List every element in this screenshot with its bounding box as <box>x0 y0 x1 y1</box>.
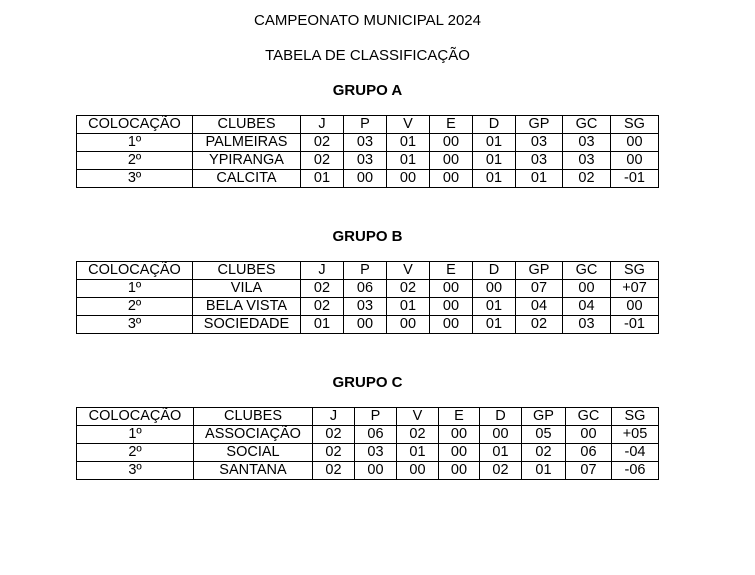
table-cell: CALCITA <box>193 170 301 188</box>
table-cell: 04 <box>516 298 563 316</box>
header-cell: P <box>355 408 397 426</box>
table-cell: -06 <box>612 462 659 480</box>
group-c-title: GRUPO C <box>332 374 403 391</box>
table-row <box>77 316 659 334</box>
table-row <box>77 298 659 316</box>
header-cell: SG <box>611 262 659 280</box>
table-row <box>77 426 659 444</box>
table-row <box>77 444 659 462</box>
group-a-title: GRUPO A <box>332 82 403 99</box>
table-cell: 02 <box>313 444 355 462</box>
header-cell: COLOCAÇÃO <box>77 116 193 134</box>
table-row <box>77 280 659 298</box>
group-c-table <box>76 407 659 480</box>
header-cell: E <box>430 116 473 134</box>
table-cell: 2º <box>77 298 193 316</box>
table-cell: 1º <box>77 426 194 444</box>
table-cell: 00 <box>344 316 387 334</box>
header-cell: COLOCAÇÃO <box>77 262 193 280</box>
table-cell: 00 <box>430 280 473 298</box>
table-cell: 02 <box>301 134 344 152</box>
header-cell: D <box>473 262 516 280</box>
table-cell: 02 <box>301 298 344 316</box>
table-cell: +07 <box>611 280 659 298</box>
table-cell: 00 <box>355 462 397 480</box>
table-cell: 1º <box>77 134 193 152</box>
header-cell: J <box>313 408 355 426</box>
table-cell: 02 <box>563 170 611 188</box>
header-cell: GP <box>516 262 563 280</box>
header-cell: V <box>387 116 430 134</box>
group-a-table <box>76 115 659 188</box>
table-cell: 03 <box>563 152 611 170</box>
header-cell: J <box>301 262 344 280</box>
table-row <box>77 134 659 152</box>
table-cell: 02 <box>397 426 439 444</box>
header-cell: GC <box>566 408 612 426</box>
header-cell: GP <box>522 408 566 426</box>
table-cell: 01 <box>473 152 516 170</box>
header-cell: SG <box>611 116 659 134</box>
table-cell: 03 <box>355 444 397 462</box>
table-cell: 00 <box>430 316 473 334</box>
table-cell: PALMEIRAS <box>193 134 301 152</box>
header-cell: D <box>480 408 522 426</box>
table-cell: 02 <box>522 444 566 462</box>
table-cell: +05 <box>612 426 659 444</box>
table-cell: 03 <box>516 134 563 152</box>
page-subtitle: TABELA DE CLASSIFICAÇÃO <box>265 47 470 64</box>
header-cell: GP <box>516 116 563 134</box>
table-cell: 1º <box>77 280 193 298</box>
table-cell: 01 <box>301 170 344 188</box>
table-cell: 2º <box>77 444 194 462</box>
table-cell: 01 <box>516 170 563 188</box>
table-cell: 00 <box>387 170 430 188</box>
table-cell: 04 <box>563 298 611 316</box>
table-cell: -01 <box>611 316 659 334</box>
table-cell: 06 <box>566 444 612 462</box>
header-cell: CLUBES <box>193 116 301 134</box>
table-cell: 03 <box>563 134 611 152</box>
table-cell: 00 <box>344 170 387 188</box>
page-title: CAMPEONATO MUNICIPAL 2024 <box>253 12 481 29</box>
table-cell: SANTANA <box>194 462 313 480</box>
table-cell: 01 <box>473 170 516 188</box>
table-cell: 00 <box>430 134 473 152</box>
table-header-row <box>77 262 659 280</box>
table-cell: 06 <box>344 280 387 298</box>
header-cell: J <box>301 116 344 134</box>
table-cell: 02 <box>301 280 344 298</box>
header-cell: CLUBES <box>193 262 301 280</box>
table-cell: 07 <box>566 462 612 480</box>
table-cell: 01 <box>522 462 566 480</box>
table-cell: 03 <box>344 152 387 170</box>
table-cell: 05 <box>522 426 566 444</box>
table-cell: 02 <box>313 426 355 444</box>
table-cell: 01 <box>387 134 430 152</box>
table-cell: 3º <box>77 170 193 188</box>
table-cell: 3º <box>77 462 194 480</box>
table-cell: 01 <box>480 444 522 462</box>
table-cell: 00 <box>480 426 522 444</box>
table-cell: 00 <box>430 152 473 170</box>
table-header-row <box>77 116 659 134</box>
table-cell: 01 <box>387 152 430 170</box>
table-cell: 03 <box>344 298 387 316</box>
table-cell: 00 <box>430 298 473 316</box>
table-row <box>77 462 659 480</box>
table-cell: 01 <box>397 444 439 462</box>
table-cell: SOCIAL <box>194 444 313 462</box>
table-cell: 02 <box>313 462 355 480</box>
table-cell: 00 <box>397 462 439 480</box>
table-cell: 00 <box>563 280 611 298</box>
header-cell: SG <box>612 408 659 426</box>
table-cell: 00 <box>611 152 659 170</box>
group-b-title: GRUPO B <box>332 228 403 245</box>
table-cell: 02 <box>387 280 430 298</box>
table-row <box>77 152 659 170</box>
table-cell: 00 <box>473 280 516 298</box>
table-cell: 02 <box>480 462 522 480</box>
header-cell: V <box>387 262 430 280</box>
table-cell: 3º <box>77 316 193 334</box>
table-cell: 00 <box>439 462 480 480</box>
header-cell: E <box>430 262 473 280</box>
table-cell: BELA VISTA <box>193 298 301 316</box>
header-cell: V <box>397 408 439 426</box>
table-header-row <box>77 408 659 426</box>
header-cell: CLUBES <box>194 408 313 426</box>
table-cell: YPIRANGA <box>193 152 301 170</box>
table-cell: VILA <box>193 280 301 298</box>
table-cell: 01 <box>387 298 430 316</box>
table-cell: 2º <box>77 152 193 170</box>
table-cell: -04 <box>612 444 659 462</box>
header-cell: P <box>344 116 387 134</box>
table-cell: 00 <box>430 170 473 188</box>
table-cell: 00 <box>566 426 612 444</box>
table-cell: -01 <box>611 170 659 188</box>
table-cell: 03 <box>563 316 611 334</box>
header-cell: P <box>344 262 387 280</box>
table-cell: 00 <box>387 316 430 334</box>
table-cell: 02 <box>301 152 344 170</box>
table-cell: 06 <box>355 426 397 444</box>
table-cell: 01 <box>473 316 516 334</box>
table-cell: 00 <box>439 444 480 462</box>
table-cell: 00 <box>439 426 480 444</box>
table-cell: 00 <box>611 298 659 316</box>
table-cell: 07 <box>516 280 563 298</box>
table-cell: 01 <box>473 298 516 316</box>
table-cell: 01 <box>473 134 516 152</box>
header-cell: GC <box>563 116 611 134</box>
table-cell: ASSOCIAÇÃO <box>194 426 313 444</box>
table-cell: 01 <box>301 316 344 334</box>
table-cell: 03 <box>516 152 563 170</box>
table-row <box>77 170 659 188</box>
header-cell: COLOCAÇÃO <box>77 408 194 426</box>
table-cell: SOCIEDADE <box>193 316 301 334</box>
header-cell: GC <box>563 262 611 280</box>
table-cell: 03 <box>344 134 387 152</box>
header-cell: D <box>473 116 516 134</box>
group-b-table <box>76 261 659 334</box>
table-cell: 02 <box>516 316 563 334</box>
header-cell: E <box>439 408 480 426</box>
table-cell: 00 <box>611 134 659 152</box>
